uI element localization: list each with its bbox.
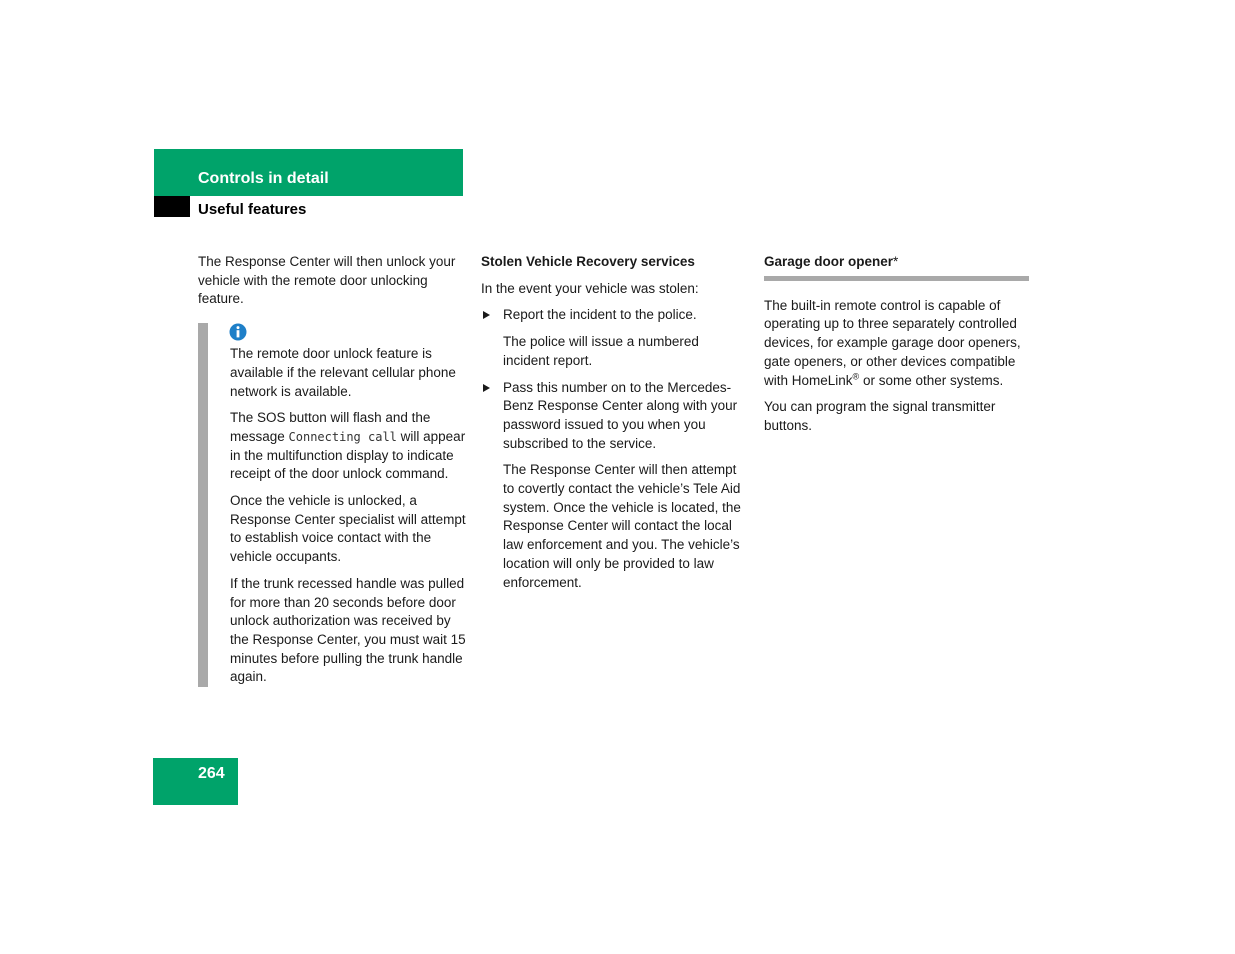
- column-right: [764, 253, 1030, 444]
- info-icon: [229, 323, 247, 341]
- note-paragraph: The remote door unlock feature is available if the relevant cellular phone network is available.: [230, 346, 456, 399]
- note-paragraph: The SOS button will flash and the message Connecting call will appear in the multifunction display to indicate receipt of the door unlock command.: [230, 410, 466, 482]
- step-item: Pass this number on to the Mercedes-Benz Response Center along with your password issued to you when you subscribed to the service.: [481, 379, 749, 454]
- subsection-title: Useful features: [198, 201, 307, 218]
- section-title: Controls in detail: [198, 170, 329, 187]
- step-note: The police will issue a numbered incident report.: [503, 334, 699, 368]
- step-note: The Response Center will then attempt to covertly contact the vehicle’s Tele Aid system. Once the vehicle is located, the Response Center will contact the local law enforcement and you. The vehicle’s location will only be provided to law enforcement.: [503, 462, 741, 590]
- garage-door-heading: Garage door opener*: [764, 254, 899, 269]
- stolen-vehicle-heading: Stolen Vehicle Recovery services: [481, 254, 695, 269]
- page-number-box: [153, 758, 238, 805]
- subsection-marker: [154, 196, 190, 217]
- bullet-arrow-icon: [483, 384, 490, 392]
- garage-paragraph: You can program the signal transmitter buttons.: [764, 399, 996, 433]
- bullet-arrow-icon: [483, 311, 490, 319]
- page-number: 264: [198, 765, 225, 782]
- note-paragraph: Once the vehicle is unlocked, a Response Center specialist will attempt to establish voice contact with the vehicle occupants.: [230, 493, 466, 565]
- column-left: [198, 253, 466, 693]
- display-message: Connecting call: [288, 429, 397, 444]
- note-paragraph: If the trunk recessed handle was pulled for more than 20 seconds before door unlock authorization was received by the Response Center, you must wait 15 minutes before pulling the trunk handle again.: [230, 575, 466, 685]
- garage-paragraph: The built-in remote control is capable of operating up to three separately controlled devices, for example garage door openers, gate openers, or other devices compatible with HomeLink® or some other systems.: [764, 297, 1021, 388]
- info-note: [198, 323, 466, 687]
- step-item: Report the incident to the police.: [481, 306, 749, 325]
- intro-paragraph: The Response Center will then unlock your vehicle with the remote door unlocking feature.: [198, 254, 456, 307]
- column-middle: [481, 253, 749, 600]
- stolen-intro: In the event your vehicle was stolen:: [481, 280, 699, 296]
- heading-rule: [764, 276, 1029, 281]
